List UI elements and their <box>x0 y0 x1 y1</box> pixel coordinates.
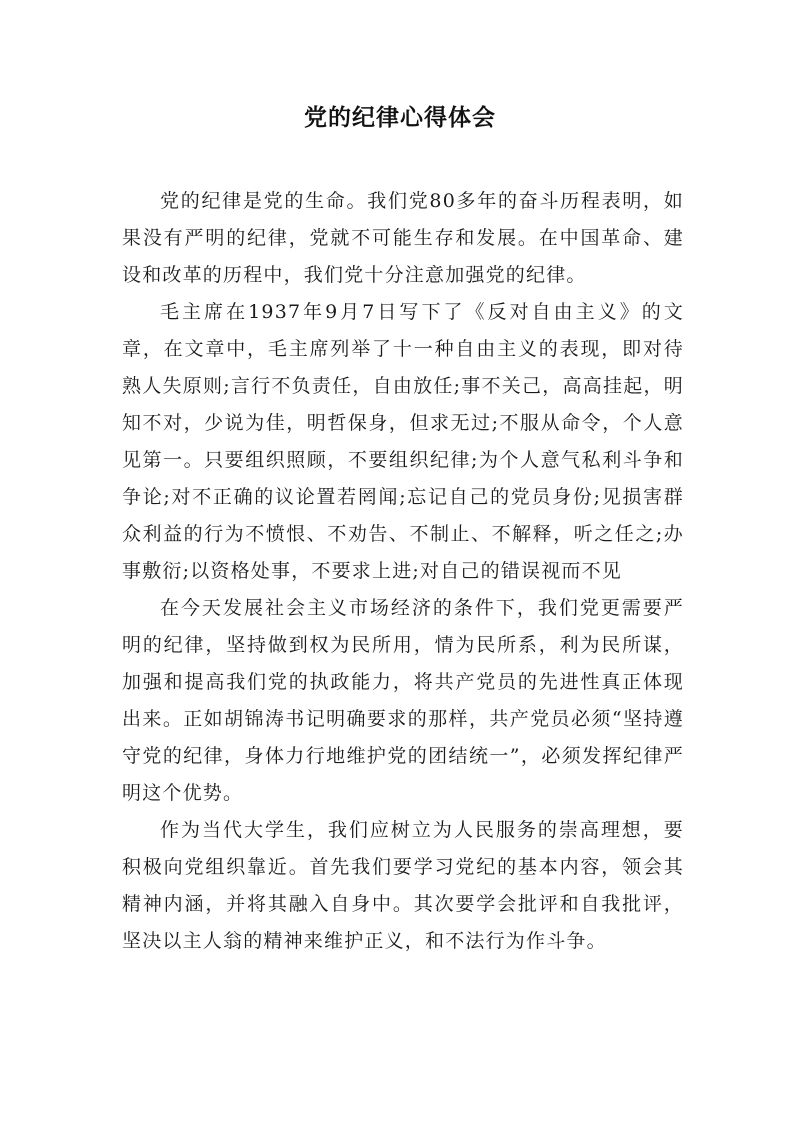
paragraph-college-student-duty: 作为当代大学生，我们应树立为人民服务的崇高理想，要积极向党组织靠近。首先我们要学习党纪的基本内容，领会其精神内涵，并将其融入自身中。其次要学会批评和自我批评，坚决以主人翁的精神来维护正义，和不法行为作斗争。 <box>122 819 684 952</box>
document-title: 党的纪律心得体会 <box>304 105 496 131</box>
paragraph-oppose-liberalism: 毛主席在1937年9月7日写下了《反对自由主义》的文章，在文章中，毛主席列举了十一种自由主义的表现，即对待熟人失原则;言行不负责任，自由放任;事不关己，高高挂起，明知不对，少说为佳，明哲保身，但求无过;不服从命令，个人意见第一。只要组织照顾，不要组织纪律;为个人意气私利斗争和争论;对不正确的议论置若罔闻;忘记自己的党员身份;见损害群众利益的行为不愤恨、不劝告、不制止、不解释，听之任之;办事敷衍;以资格处事，不要求上进;对自己的错误视而不见 <box>122 301 684 582</box>
paragraph-market-economy-discipline: 在今天发展社会主义市场经济的条件下，我们党更需要严明的纪律，坚持做到权为民所用，情为民所系，利为民所谋，加强和提高我们党的执政能力，将共产党员的先进性真正体现出来。正如胡锦涛书记明确要求的那样，共产党员必须“坚持遵守党的纪律，身体力行地维护党的团结统一”，必须发挥纪律严明这个优势。 <box>122 597 684 804</box>
document-body <box>122 183 684 960</box>
paragraph-party-discipline-life: 党的纪律是党的生命。我们党80多年的奋斗历程表明，如果没有严明的纪律，党就不可能生存和发展。在中国革命、建设和改革的历程中，我们党十分注意加强党的纪律。 <box>122 190 684 286</box>
